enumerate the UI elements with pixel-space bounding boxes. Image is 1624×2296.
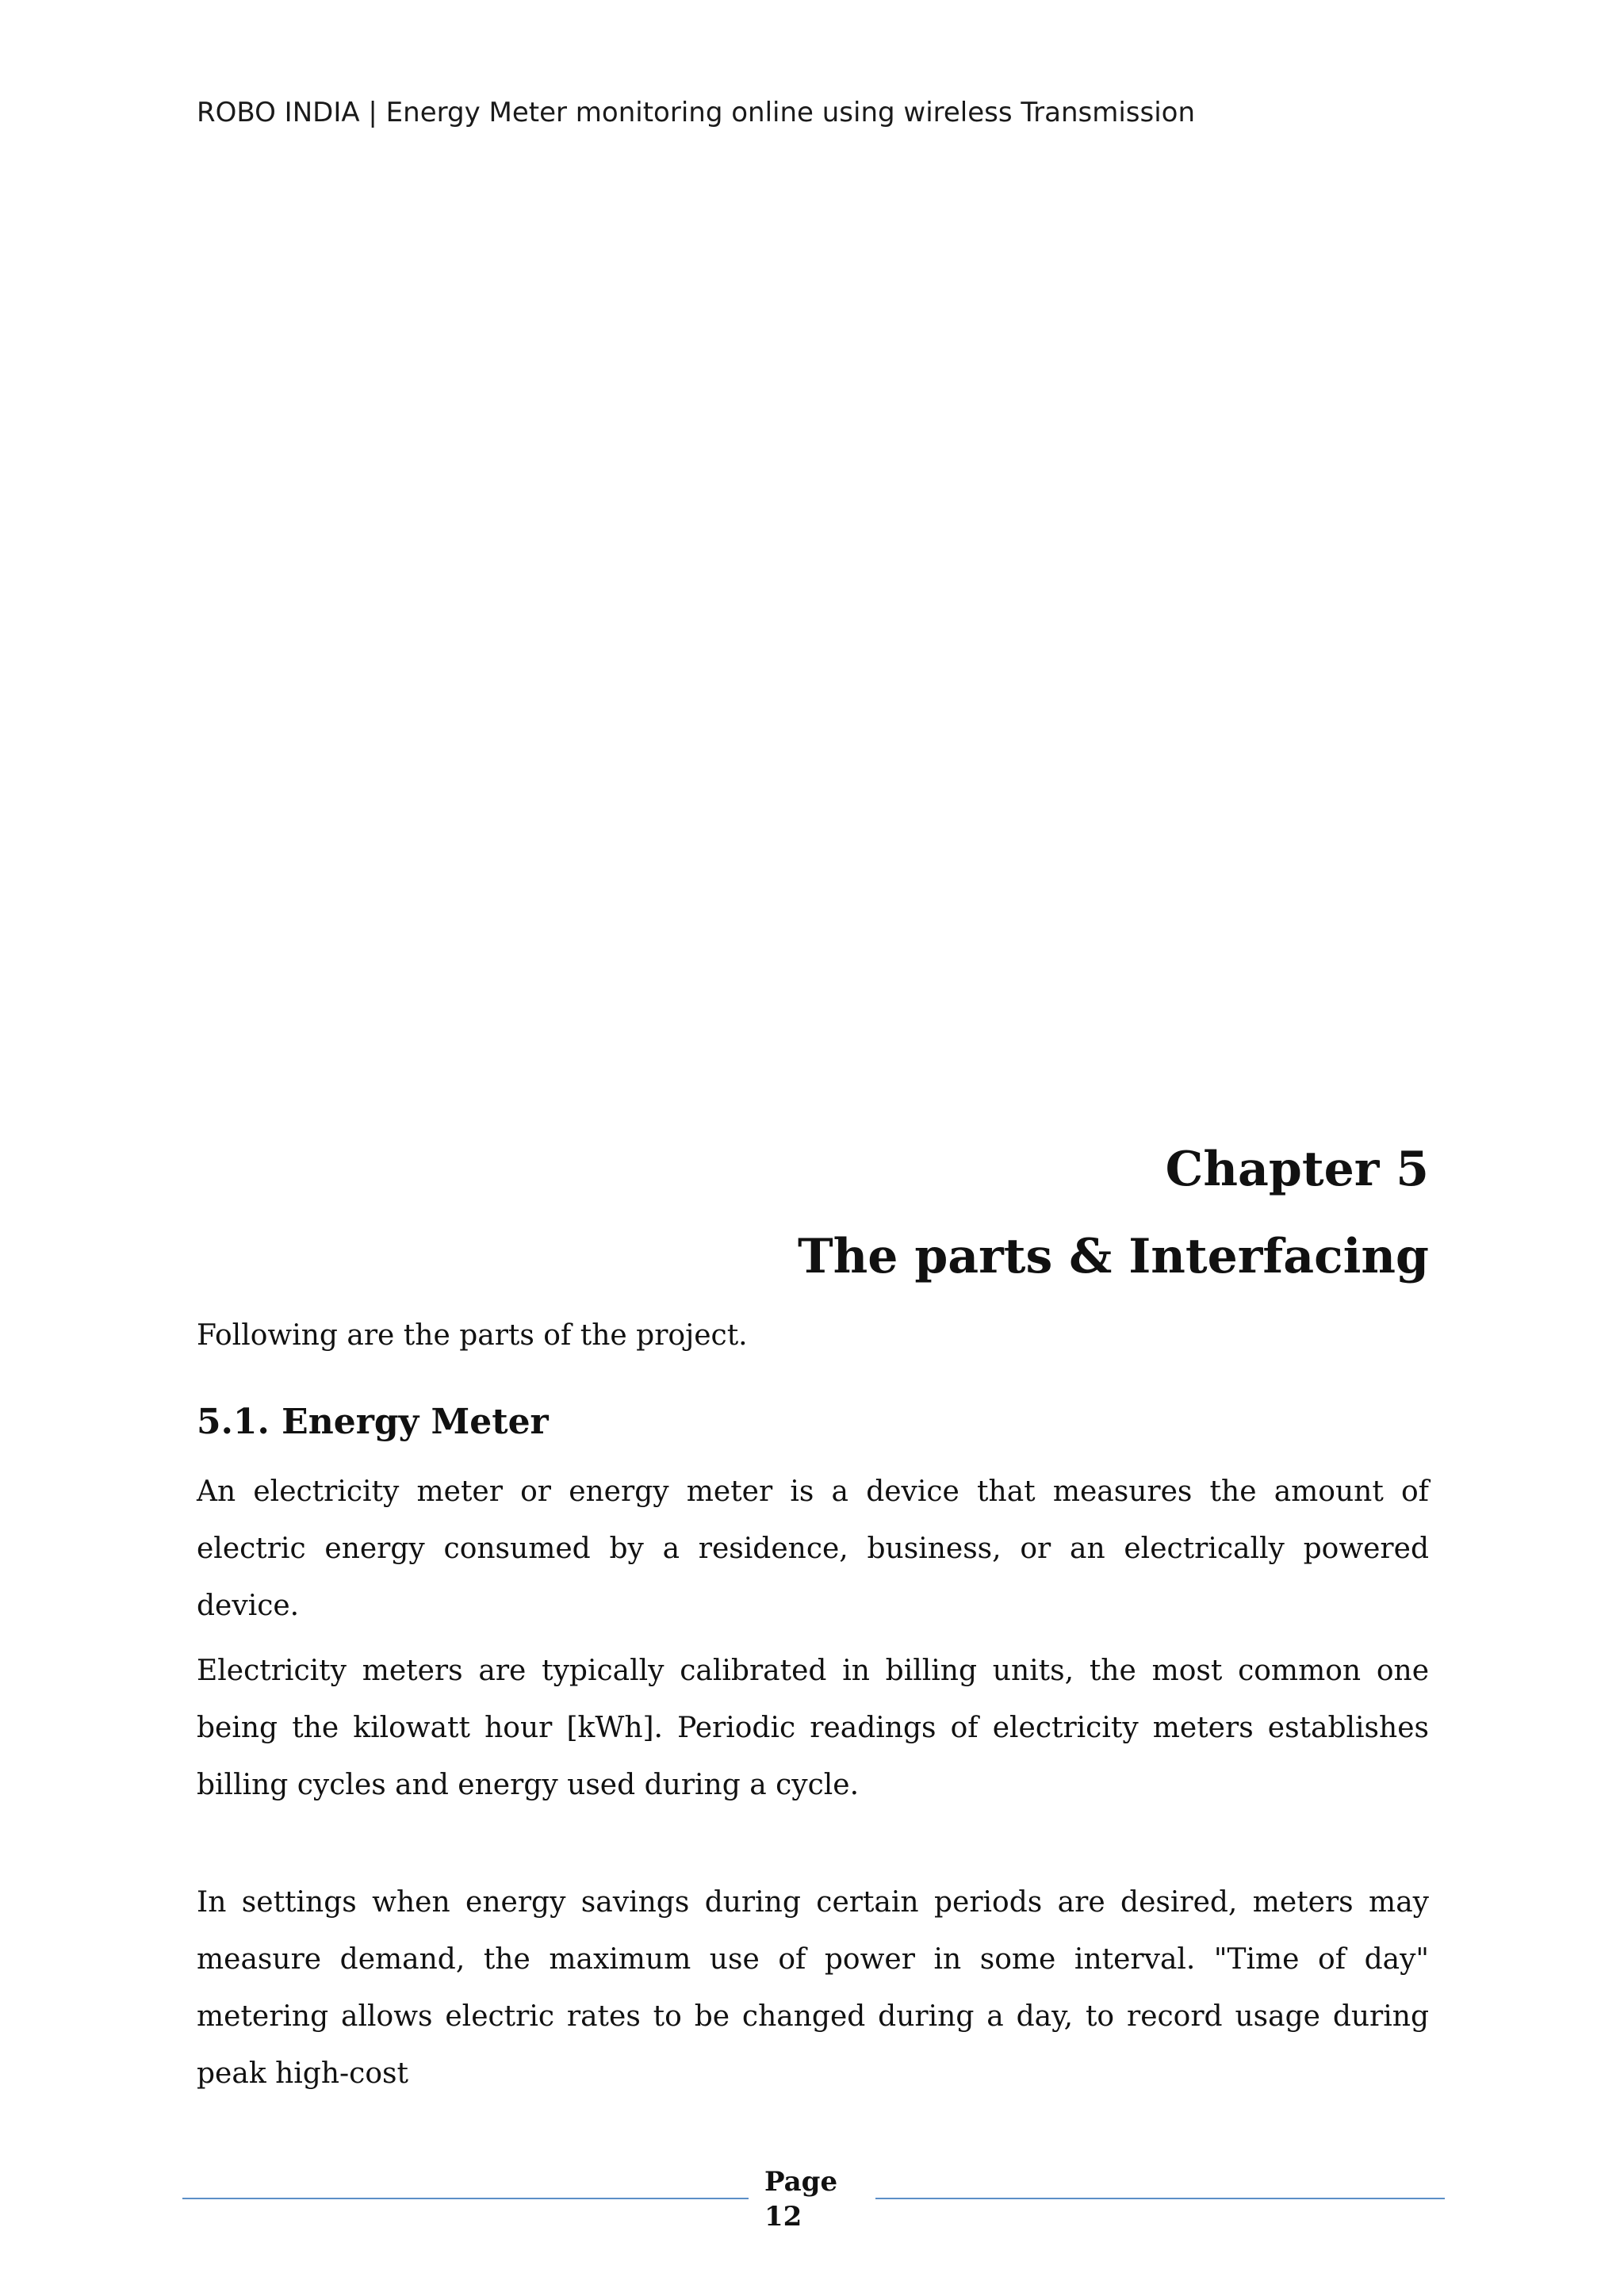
page-number-label: [764, 2164, 837, 2234]
intro-text: Following are the parts of the project.: [197, 1319, 748, 1352]
body-paragraph: An electricity meter or energy meter is a device that measures the amount of electric energy consumed by a residence, business, or an electrically powered device.: [197, 1475, 1429, 1622]
footer-rule-left: [182, 2198, 749, 2199]
chapter-subtitle: The parts & Interfacing: [798, 1229, 1429, 1284]
body-paragraph: Electricity meters are typically calibrated in billing units, the most common one being the kilowatt hour [kWh]. Periodic readings of electricity meters establishes billing cycles and energy used during a cycle.: [197, 1655, 1429, 1801]
section-heading: 5.1. Energy Meter: [197, 1402, 549, 1442]
body-paragraph: In settings when energy savings during certain periods are desired, meters may measure demand, the maximum use of power in some interval. "Time of day" metering allows electric rates to be changed during a day, to record usage during peak high-cost: [197, 1886, 1429, 2090]
running-header: ROBO INDIA | Energy Meter monitoring online using wireless Transmission: [197, 97, 1196, 128]
page-number: 12: [764, 2201, 802, 2233]
footer-rule-right: [875, 2198, 1445, 2199]
chapter-title: Chapter 5: [1165, 1142, 1429, 1197]
page-word: Page: [764, 2166, 838, 2198]
